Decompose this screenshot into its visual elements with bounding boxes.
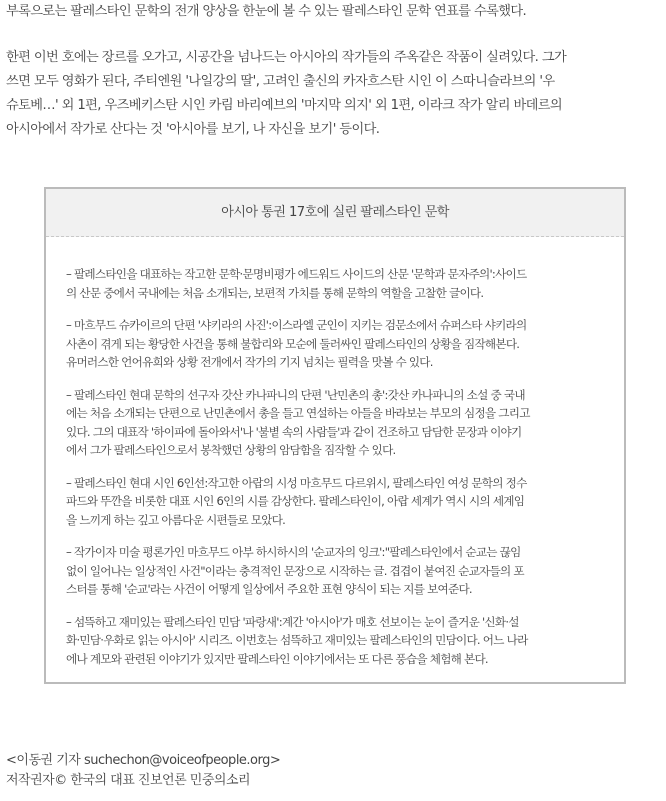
- item-line: 스터를 통해 '순교'라는 사건이 어떻게 일상에서 주요한 표현 양식이 되는 지를 보여준다.: [66, 582, 472, 596]
- list-item: [66, 316, 606, 372]
- item-line: – 팔레스타인 현대 시인 6인선:작고한 아랍의 시성 마흐무드 다르위시, 팔레스타인 여성 문학의 정수: [66, 475, 527, 490]
- item-line: 파드와 뚜깐을 비롯한 대표 시인 6인의 시를 감상한다. 팔레스타인이, 아랍 세계가 역시 시의 세계임: [66, 494, 525, 508]
- article-footer: [6, 751, 280, 791]
- item-line: 사촌이 겪게 되는 황당한 사건을 통해 불합리와 모순에 둘러싸인 팔레스타인의 상황을 짐작해본다.: [66, 336, 520, 351]
- list-item: [66, 613, 606, 669]
- item-line: 화·민담·우화로 읽는 아시아' 시리즈. 이번호는 섬뜩하고 재미있는 팔레스타인의 민담이다. 어느 나라: [66, 633, 528, 647]
- box-title: 아시아 통권 17호에 실린 팔레스타인 문학: [46, 189, 624, 237]
- paragraph-line: 아시아에서 작가로 산다는 것 '아시아를 보기, 나 자신을 보기' 등이다.: [6, 122, 380, 137]
- body-paragraph: [6, 46, 662, 142]
- item-line: – 섬뜩하고 재미있는 팔레스타인 민담 '파랑새':계간 '아시아'가 매호 선보이는 눈이 즐거운 '신화·설: [66, 614, 519, 629]
- item-line: 에서 그가 팔레스타인으로서 봉착했던 상황의 암담함을 짐작할 수 있다.: [66, 443, 396, 457]
- item-line: 유머러스한 언어유희와 상황 전개에서 작가의 기지 넘치는 필력을 맛볼 수 있다.: [66, 355, 433, 369]
- paragraph-line: 한편 이번 호에는 장르를 오가고, 시공간을 넘나드는 아시아의 작가들의 주옥같은 작품이 실려있다. 그가: [6, 50, 567, 65]
- intro-paragraph: [6, 0, 662, 24]
- item-line: 없이 일어나는 일상적인 사건"이라는 충격적인 문장으로 시작하는 글. 겹겹이 붙여진 순교자들의 포: [66, 563, 524, 578]
- item-line: – 작가이자 미술 평론가인 마흐무드 아부 하시하시의 '순교자의 잉크':"팔레스타인에서 순교는 끊임: [66, 545, 521, 559]
- item-line: – 마흐무드 슈카이르의 단편 '샤키라의 사진':이스라엘 군인이 지키는 검문소에서 슈퍼스타 샤키라의: [66, 318, 527, 332]
- item-line: 있다. 그의 대표작 '하이파에 돌아와서'나 '불볕 속의 사람들'과 같이 건조하고 담담한 문장과 이야기: [66, 424, 522, 439]
- item-line: – 팔레스타인 현대 문학의 선구자 갓산 카나파니의 단편 '난민촌의 총':갓산 카나파니의 소설 중 국내: [66, 387, 525, 402]
- list-item: [66, 386, 606, 460]
- paragraph-line: 쓰면 모두 영화가 된다, 주티엔원 '나일강의 딸', 고려인 출신의 카자흐스탄 시인 이 스따니슬라브의 '우: [6, 74, 555, 89]
- item-line: – 팔레스타인을 대표하는 작고한 문학·문명비평가 에드워드 사이드의 산문 '문학과 문자주의':사이드: [66, 267, 527, 281]
- copyright-notice: 저작권자© 한국의 대표 진보언론 민중의소리: [6, 773, 251, 788]
- item-line: 의 산문 중에서 국내에는 처음 소개되는, 보편적 가치를 통해 문학의 역할을 고찰한 글이다.: [66, 285, 484, 300]
- box-body: [66, 265, 606, 682]
- list-item: [66, 265, 606, 302]
- list-item: [66, 474, 606, 530]
- paragraph-line: 부록으로는 팔레스타인 문학의 전개 양상을 한눈에 볼 수 있는 팔레스타인 문학 연표를 수록했다.: [6, 4, 527, 19]
- list-item: [66, 543, 606, 599]
- paragraph-line: 슈토베…' 외 1편, 우즈베키스탄 시인 카림 바리예브의 '마지막 의지' 외 1편, 이라크 작가 알리 바데르의: [6, 98, 562, 113]
- reporter-byline: <이동권 기자 suchechon@voiceofpeople.org>: [6, 753, 281, 768]
- item-line: 에는 처음 소개되는 단편으로 난민촌에서 총을 들고 연설하는 아들을 바라보는 부모의 심정을 그리고: [66, 406, 530, 420]
- sidebar-box: [44, 187, 626, 684]
- item-line: 을 느끼게 하는 깊고 아름다운 시편들로 모았다.: [66, 512, 286, 527]
- item-line: 에나 계모와 관련된 이야기가 있지만 팔레스타인 이야기에서는 또 다른 풍습을 체험해 본다.: [66, 651, 488, 666]
